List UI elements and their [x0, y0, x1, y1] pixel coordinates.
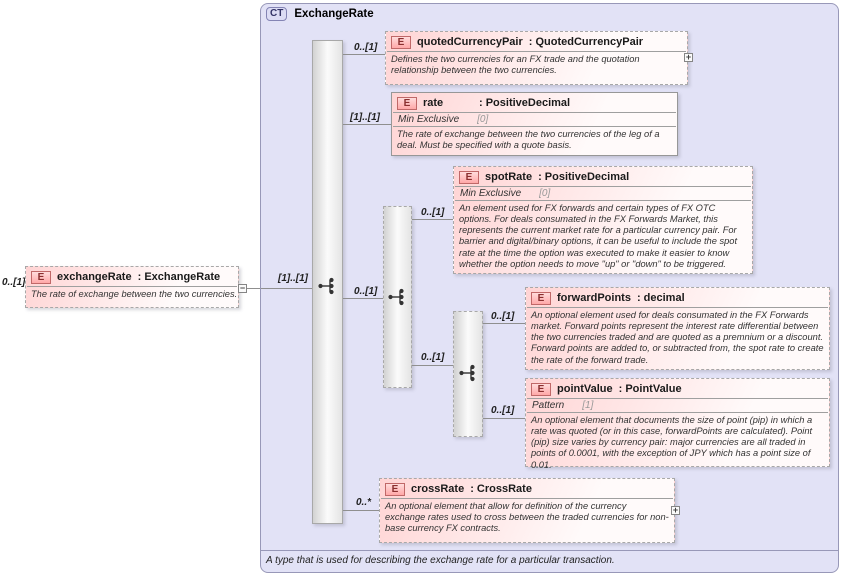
- complextype-title: ExchangeRate: [294, 8, 374, 20]
- element-name: rate: [423, 97, 444, 109]
- sequence-icon: [458, 363, 478, 383]
- element-box-forwardpoints[interactable]: [525, 287, 830, 370]
- complextype-header: [266, 7, 374, 21]
- complextype-badge: CT: [266, 7, 287, 21]
- element-description: Defines the two currencies for an FX trade and the quotation relationship between the two currencies.: [391, 54, 640, 76]
- element-header: [386, 32, 687, 51]
- element-description: The rate of exchange between the two currencies.: [31, 289, 238, 299]
- element-header: [526, 288, 829, 307]
- facet-row: [455, 186, 751, 201]
- root-connector-cardinality: [1]..[1]: [278, 273, 308, 284]
- cardinality-label: 0..[1]: [491, 405, 515, 416]
- complextype-annotation: A type that is used for describing the exchange rate for a particular transaction.: [261, 550, 838, 566]
- element-header: [392, 93, 677, 112]
- facet-label: Min Exclusive: [398, 114, 460, 125]
- facet-value: [0]: [477, 114, 489, 125]
- cardinality-label: 0..[1]: [421, 352, 445, 363]
- sequence-icon: [317, 276, 337, 296]
- element-box-pointvalue[interactable]: [525, 378, 830, 470]
- element-type: : CrossRate: [470, 483, 532, 495]
- element-type: : QuotedCurrencyPair: [528, 36, 644, 48]
- element-type: : ExchangeRate: [137, 271, 221, 283]
- facet-row: [527, 398, 828, 413]
- cardinality-label: 0..[1]: [354, 286, 378, 297]
- collapse-button[interactable]: −: [239, 283, 246, 293]
- element-box-quotedcurrencypair[interactable]: [385, 31, 688, 85]
- element-description: An optional element that allow for definition of the currency exchange rates used to cross between the traded currencies for non-base currency FX contracts.: [385, 501, 669, 534]
- cardinality-label: 0..[1]: [354, 42, 378, 53]
- element-name: quotedCurrencyPair: [417, 36, 523, 48]
- cardinality-label: 0..[1]: [421, 207, 445, 218]
- connector-line: [483, 323, 525, 324]
- connector-line: [343, 510, 379, 511]
- cardinality-label: 0..*: [356, 497, 372, 508]
- connector-line: [412, 365, 453, 366]
- connector-line: [343, 124, 391, 125]
- element-header: [454, 167, 752, 186]
- connector-line: [247, 288, 260, 289]
- element-name: exchangeRate: [57, 271, 132, 283]
- element-icon: E: [385, 483, 405, 496]
- element-header: [26, 267, 238, 286]
- element-icon: E: [397, 97, 417, 110]
- element-box-exchangerate[interactable]: [25, 266, 239, 308]
- element-header: [526, 379, 829, 398]
- connector-line: [483, 418, 525, 419]
- element-name: pointValue: [557, 383, 613, 395]
- connector-line: [343, 54, 385, 55]
- facet-label: Pattern: [532, 400, 565, 411]
- element-name: spotRate: [485, 171, 533, 183]
- expand-button[interactable]: +: [685, 52, 692, 62]
- element-icon: E: [391, 36, 411, 49]
- expand-button[interactable]: +: [672, 505, 679, 515]
- element-description: An optional element that documents the size of point (pip) in which a rate was quoted (or in this case, forwardPoints are calculated). Point (pip) size varies by currency pair: major currencies are all traded in points of 0.0001, with the exception of JPY which has a point size of 0.01.: [531, 415, 813, 470]
- element-type: : PositiveDecimal: [479, 97, 571, 109]
- element-type: : decimal: [636, 292, 685, 304]
- facet-row: [393, 112, 676, 127]
- element-description: The rate of exchange between the two currencies of the leg of a deal. Must be specified with a quote basis.: [397, 129, 660, 151]
- element-type: : PositiveDecimal: [538, 171, 630, 183]
- element-box-rate[interactable]: [391, 92, 678, 156]
- cardinality-label: 0..[1]: [491, 311, 515, 322]
- connector-line: [261, 288, 312, 289]
- connector-line: [343, 298, 383, 299]
- element-name: crossRate: [411, 483, 465, 495]
- cardinality-label: [1]..[1]: [350, 112, 380, 123]
- root-outer-cardinality: 0..[1]: [2, 277, 26, 288]
- element-name: forwardPoints: [557, 292, 631, 304]
- element-box-spotrate[interactable]: [453, 166, 753, 274]
- element-icon: E: [531, 292, 551, 305]
- facet-value: [1]: [582, 400, 594, 411]
- element-description: An element used for FX forwards and certain types of FX OTC options. For deals consumated in the FX Forwards Market, this represents the current market rate for a particular currency pair. For barrier and digital/binary options, it can be useful to include the spot rate at the time the option was executed to make it easier to know whether the option needs to move "up" or "down" to be triggered.: [459, 203, 738, 269]
- element-icon: E: [459, 171, 479, 184]
- element-description: An optional element used for deals consumated in the FX Forwards market. Forward points represent the interest rate differential between the two currencies traded and are quoted as a premnium or a discount. Forward points are added to, or subtracted from, the spot rate to create the rate of the forward trade.: [531, 310, 824, 365]
- facet-label: Min Exclusive: [460, 188, 522, 199]
- sequence-icon: [387, 287, 407, 307]
- element-header: [380, 479, 674, 498]
- element-icon: E: [31, 271, 51, 284]
- element-box-crossrate[interactable]: [379, 478, 675, 543]
- element-type: : PointValue: [618, 383, 682, 395]
- connector-line: [412, 219, 453, 220]
- element-icon: E: [531, 383, 551, 396]
- facet-value: [0]: [539, 188, 551, 199]
